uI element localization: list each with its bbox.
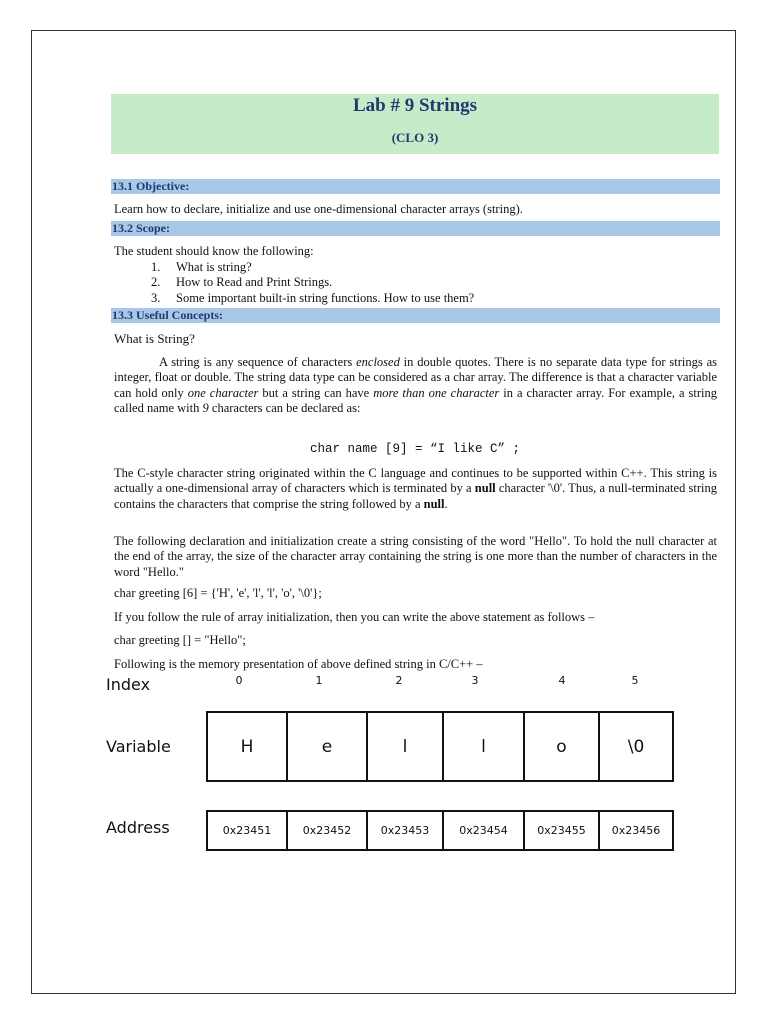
index-value: 3: [471, 674, 479, 687]
variable-cells-row: [206, 711, 674, 782]
text-run: in a character array. For example, a string called name with: [114, 385, 718, 415]
text-run: character '\0'. Thus, a null-terminated string contains the characters that comprise the string followed by a: [114, 481, 717, 511]
address-cell: 0x23454: [444, 812, 525, 849]
list-number: 3.: [151, 290, 161, 305]
index-label: Index: [106, 675, 151, 694]
scope-list: [151, 260, 474, 306]
question-what-is-string: What is String?: [114, 331, 195, 346]
list-item: [151, 275, 474, 290]
list-item: [151, 260, 474, 275]
text-run: but a string can have: [258, 385, 374, 400]
variable-cell: H: [208, 713, 288, 780]
variable-cell: e: [288, 713, 368, 780]
address-cell: 0x23451: [208, 812, 288, 849]
variable-cell: l: [444, 713, 525, 780]
text-run: A string is any sequence of characters: [159, 355, 357, 369]
paragraph-array-initialization: If you follow the rule of array initialization, then you can write the above statement as follows –: [114, 610, 595, 624]
list-text: Some important built-in string functions. How to use them?: [176, 290, 475, 305]
index-value: 0: [235, 674, 243, 687]
index-value: 2: [395, 674, 403, 687]
index-value: 5: [631, 674, 639, 687]
index-value: 4: [558, 674, 566, 687]
text-run-bold: null: [474, 481, 496, 496]
scope-intro: The student should know the following:: [114, 244, 314, 258]
paragraph-string-definition: [114, 355, 717, 416]
code-greeting-array: char greeting [6] = {'H', 'e', 'l', 'l', 'o', '\0'};: [114, 586, 322, 600]
text-run-italic: 9: [202, 400, 209, 415]
objective-text: Learn how to declare, initialize and use one-dimensional character arrays (string).: [114, 202, 523, 216]
variable-cell: l: [368, 713, 444, 780]
section-heading-objective: 13.1 Objective:: [111, 179, 720, 194]
text-run-bold: null: [423, 496, 445, 511]
address-cell: 0x23456: [611, 824, 661, 837]
index-value: 1: [315, 674, 323, 687]
section-heading-scope: 13.2 Scope:: [111, 221, 720, 236]
address-cell: 0x23453: [368, 812, 444, 849]
list-text: How to Read and Print Strings.: [176, 275, 333, 290]
paragraph-hello-declaration: The following declaration and initialization create a string consisting of the word "Hello". To hold the null character at the end of the array, the size of the character array containing the string is one more than the number of characters in the word "Hello.": [114, 534, 717, 579]
page-title: Lab # 9 Strings: [352, 95, 478, 116]
address-cells-row: [206, 810, 674, 851]
paragraph-memory-presentation: Following is the memory presentation of above defined string in C/C++ –: [114, 657, 483, 671]
text-run: characters can be declared as:: [208, 400, 361, 415]
text-run-italic: one character: [187, 385, 259, 400]
list-text: What is string?: [176, 260, 252, 274]
code-greeting-string: char greeting [] = "Hello";: [114, 633, 246, 647]
address-label: Address: [106, 818, 170, 837]
paragraph-c-style-string: [114, 466, 717, 512]
text-run-italic: more than one character: [373, 385, 500, 400]
text-run: .: [444, 496, 448, 511]
page-subtitle: (CLO 3): [391, 130, 439, 145]
list-item: [151, 291, 474, 306]
title-banner: [111, 94, 719, 154]
list-number: 1.: [151, 260, 161, 274]
document-body: [111, 94, 719, 671]
section-heading-concepts: 13.3 Useful Concepts:: [111, 308, 720, 323]
variable-cell: \0: [627, 736, 645, 757]
list-number: 2.: [151, 275, 161, 290]
address-cell: 0x23452: [288, 812, 368, 849]
code-declaration-name: char name [9] = “I like C” ;: [309, 442, 521, 456]
address-cell: 0x23455: [525, 812, 600, 849]
variable-label: Variable: [106, 737, 171, 756]
text-run: The C-style character string originated within the C language and continues to be supported within C++. This string is actually a one-dimensional array of characters which is terminated by a: [114, 466, 717, 496]
text-run-italic: enclosed: [356, 355, 400, 369]
variable-cell: o: [525, 713, 600, 780]
text-run: in double quotes. There is no separate data type for strings as integer, float or double. The string data type can be considered as a char array. The difference is that a character variable can hold only: [114, 355, 717, 400]
